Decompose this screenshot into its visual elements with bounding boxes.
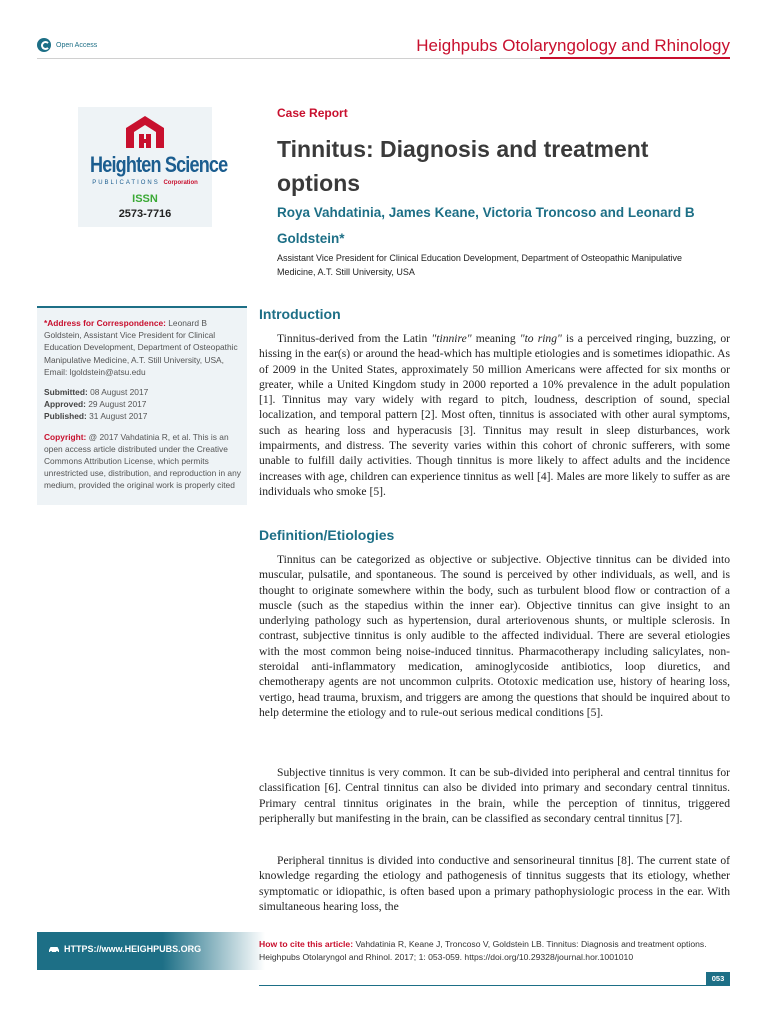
- definition-paragraph-2: Subjective tinnitus is very common. It can be sub-divided into peripheral and central tinnitus for classification [6]. Central tinnitus can also be divided into primary and secondary central tinnitus. Primary central tinnitus originates in the brain, while the perception of tinnitus, triggered peripherally but manifesting in the brain, can be classified as secondary central tinnitus [7].: [259, 766, 730, 825]
- dates-block: [44, 386, 241, 423]
- definition-heading: Definition/Etiologies: [259, 527, 395, 543]
- copyright-block: [44, 431, 241, 492]
- author-affiliation: Assistant Vice President for Clinical Education Development, Department of Osteopathic Manipulative Medicine, A.T. Still University, USA: [277, 253, 683, 277]
- article-info-sidebar: [37, 306, 247, 505]
- website-url[interactable]: HTTPS://www.HEIGHPUBS.ORG: [64, 944, 202, 954]
- issn-number: 2573-7716: [118, 208, 172, 220]
- article-authors: Roya Vahdatinia, James Keane, Victoria Troncoso and Leonard B Goldstein*: [277, 205, 695, 246]
- heighten-logo-icon: [122, 114, 168, 154]
- article-type: Case Report: [277, 106, 348, 120]
- intro-text-c: is a perceived ringing, buzzing, or hissing in the ear(s) or around the head-which has multiple etiologies and is sometimes idiopathic. As of 2009 in the United States, approximately 50 million Americans were affected for six months or greater, while a United Kingdom study in 2000 reported a 10% prevalence in the adult population [1]. Tinnitus may vary widely with regard to pitch, loudness, description of sound, special localization, and temporal pattern [2]. Most often, tinnitus is associated with other aural symptoms, such as hearing loss and hyperacusis [3]. Tinnitus may result in sleep disturbances, work impairments, and distress. The severity varies within this cohort of chronic sufferers, with some unable to fulfill daily activities. Though tinnitus is more likely to affect adults and the incidence increases with age, children can experience tinnitus as well [4]. Males are more likely to suffer as are individuals who smoke [5].: [259, 332, 730, 498]
- car-icon: [48, 945, 60, 953]
- intro-text-a: Tinnitus-derived from the Latin: [277, 332, 432, 345]
- introduction-heading: Introduction: [259, 306, 341, 322]
- correspondence-label: *Address for Correspondence:: [44, 318, 166, 328]
- correspondence-text: Leonard B Goldstein, Assistant Vice President for Clinical Education Development, Department of Osteopathic Manipulative Medicine, A.T. Still University, USA, Email: lgoldstein@atsu.edu: [44, 318, 238, 377]
- article-title: Tinnitus: Diagnosis and treatment options: [277, 136, 649, 196]
- submitted-date: 08 August 2017: [90, 387, 149, 398]
- header-accent-line: [540, 57, 730, 59]
- approved-label: Approved:: [44, 399, 86, 410]
- journal-title: Heighpubs Otolaryngology and Rhinology: [416, 36, 730, 55]
- corporation-label: Corporation: [163, 180, 198, 186]
- page-number: 053: [706, 972, 730, 986]
- journal-website-link[interactable]: [48, 944, 201, 954]
- introduction-paragraph: [259, 331, 730, 499]
- open-access-label: Open Access: [56, 41, 98, 49]
- publisher-logo-box: [78, 107, 228, 227]
- publisher-name: Heighten Science: [90, 152, 228, 177]
- cite-label: How to cite this article:: [259, 939, 354, 949]
- intro-text-b: meaning: [471, 332, 520, 345]
- correspondence-block: [44, 317, 241, 378]
- cite-text: Vahdatinia R, Keane J, Troncoso V, Goldstein LB. Tinnitus: Diagnosis and treatment options. Heighpubs Otolaryngol and Rhinol. 2017; 1: 053-059. https://doi.org/10.29328/journal.hor.1001010: [259, 939, 707, 962]
- approved-date: 29 August 2017: [88, 399, 147, 410]
- open-access-icon: [37, 38, 51, 52]
- intro-term-to-ring: "to ring": [519, 332, 562, 345]
- publisher-subtitle: [78, 180, 212, 186]
- copyright-label: Copyright:: [44, 431, 87, 442]
- published-date: 31 August 2017: [89, 411, 148, 422]
- footer-divider: [259, 985, 730, 986]
- definition-paragraph-3: Peripheral tinnitus is divided into conductive and sensorineural tinnitus [8]. The current state of knowledge regarding the etiology and pathogenesis of tinnitus suggests that its etiology, whether symptomatic or idiopathic, is often based upon a primary pathophysiologic process in the ear. With simultaneous hearing loss, the: [259, 854, 730, 913]
- page-header: [0, 0, 768, 70]
- published-label: Published:: [44, 411, 87, 422]
- submitted-label: Submitted:: [44, 387, 88, 398]
- copyright-text: @ 2017 Vahdatinia R, et al. This is an open access article distributed under the Creative Commons Attribution License, which permits unrestricted use, distribution, and reproduction in any medium, provided the original work is properly cited: [44, 431, 241, 491]
- publications-label: PUBLICATIONS: [92, 180, 160, 186]
- open-access-badge: [37, 38, 97, 52]
- citation-block: [259, 938, 730, 964]
- intro-term-tinnire: "tinnire": [431, 332, 472, 345]
- issn-label: ISSN: [132, 193, 158, 205]
- definition-paragraph-1: Tinnitus can be categorized as objective or subjective. Objective tinnitus can be divided into muscular, pulsatile, and spontaneous. The sound is perceived by other individuals, as well, and is thought to originate somewhere within the body, such as turbulent blood flow or contraction of a muscle (such as the stapedius within the inner ear). Objective tinnitus can give insight to an underlying pathology such as hypertension, dural arteriovenous shunts, or multiple sclerosis. In contrast, subjective tinnitus is only audible to the affected individual. There are several etiologies with the most common being noise-induced tinnitus. Pharmacotherapy including salicylates, non-steroidal anti-inflammatory medication, aminoglycoside antibiotics, loop diuretics, and chemotherapy agents are not uncommon culprits. Ototoxic medication use, history of hearing loss, vertigo, head trauma, bruxism, and triggers are among the questions that should be inquired about to help determine the etiology and to rule-out serious medical conditions [5].: [259, 553, 730, 719]
